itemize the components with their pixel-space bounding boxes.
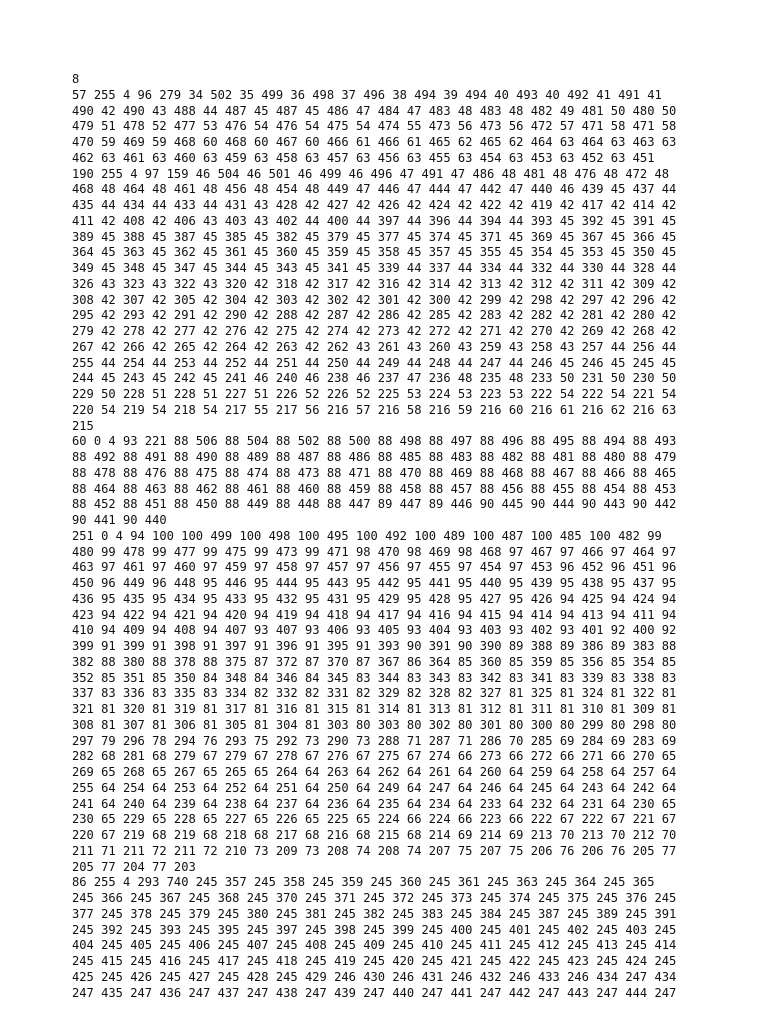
text-line: 244 45 243 45 242 45 241 46 240 46 238 46 237 47 236 48 235 48 233 50 231 50 230 50 bbox=[72, 371, 677, 386]
text-line: 462 63 461 63 460 63 459 63 458 63 457 63 456 63 455 63 454 63 453 63 452 63 451 bbox=[72, 150, 655, 165]
text-line: 308 42 307 42 305 42 304 42 303 42 302 42 301 42 300 42 299 42 298 42 297 42 296 42 bbox=[72, 292, 677, 307]
text-line: 295 42 293 42 291 42 290 42 288 42 287 42 286 42 285 42 283 42 282 42 281 42 280 42 bbox=[72, 308, 677, 323]
text-line: 490 42 490 43 488 44 487 45 487 45 486 47 484 47 483 48 483 48 482 49 481 50 480 50 bbox=[72, 103, 677, 118]
text-line: 267 42 266 42 265 42 264 42 263 42 262 43 261 43 260 43 259 43 258 43 257 44 256 44 bbox=[72, 339, 677, 354]
text-line: 88 492 88 491 88 490 88 489 88 487 88 486 88 485 88 483 88 482 88 481 88 480 88 479 bbox=[72, 450, 677, 464]
text-line: 247 435 247 436 247 437 247 438 247 439 247 440 247 441 247 442 247 443 247 444 247 bbox=[72, 985, 677, 1000]
text-line: 255 64 254 64 253 64 252 64 251 64 250 64 249 64 247 64 246 64 245 64 243 64 242 64 bbox=[72, 780, 677, 795]
text-line: 86 255 4 293 740 245 357 245 358 245 359 245 360 245 361 245 363 245 364 245 365 bbox=[72, 875, 655, 890]
text-line: 399 91 399 91 398 91 397 91 396 91 395 91 393 90 391 90 390 89 388 89 386 89 383 88 bbox=[72, 639, 677, 653]
text-line: 468 48 464 48 461 48 456 48 454 48 449 47 446 47 444 47 442 47 440 46 439 45 437 44 bbox=[72, 182, 677, 197]
text-line: 436 95 435 95 434 95 433 95 432 95 431 95 429 95 428 95 427 95 426 94 425 94 424 94 bbox=[72, 591, 677, 606]
text-line: 389 45 388 45 387 45 385 45 382 45 379 45 377 45 374 45 371 45 369 45 367 45 366 45 bbox=[72, 229, 677, 244]
text-line: 88 478 88 476 88 475 88 474 88 473 88 471 88 470 88 469 88 468 88 467 88 466 88 465 bbox=[72, 465, 677, 480]
text-line: 88 464 88 463 88 462 88 461 88 460 88 459 88 458 88 457 88 456 88 455 88 454 88 453 bbox=[72, 481, 677, 496]
text-line: 230 65 229 65 228 65 227 65 226 65 225 65 224 66 224 66 223 66 222 67 222 67 221 67 bbox=[72, 812, 677, 827]
text-line: 211 71 211 72 211 72 210 73 209 73 208 74 208 74 207 75 207 75 206 76 206 76 205 77 bbox=[72, 843, 677, 858]
text-line: 326 43 323 43 322 43 320 42 318 42 317 42 316 42 314 42 313 42 312 42 311 42 309 42 bbox=[72, 276, 677, 291]
text-line: 241 64 240 64 239 64 238 64 237 64 236 64 235 64 234 64 233 64 232 64 231 64 230 65 bbox=[72, 796, 677, 811]
text-line: 90 441 90 440 bbox=[72, 513, 167, 527]
text-line: 410 94 409 94 408 94 407 93 407 93 406 93 405 93 404 93 403 93 402 93 401 92 400 92 bbox=[72, 623, 677, 638]
text-line: 229 50 228 51 228 51 227 51 226 52 226 52 225 53 224 53 223 53 222 54 222 54 221 54 bbox=[72, 387, 677, 401]
text-line: 364 45 363 45 362 45 361 45 360 45 359 45 358 45 357 45 355 45 354 45 353 45 350 45 bbox=[72, 245, 677, 260]
text-line: 450 96 449 96 448 95 446 95 444 95 443 95 442 95 441 95 440 95 439 95 438 95 437 95 bbox=[72, 576, 677, 590]
text-line: 205 77 204 77 203 bbox=[72, 859, 196, 874]
text-line: 255 44 254 44 253 44 252 44 251 44 250 44 249 44 248 44 247 44 246 45 246 45 245 45 bbox=[72, 355, 677, 370]
text-line: 251 0 4 94 100 100 499 100 498 100 495 100 492 100 489 100 487 100 485 100 482 99 bbox=[72, 528, 662, 543]
text-line: 245 366 245 367 245 368 245 370 245 371 245 372 245 373 245 374 245 375 245 376 245 bbox=[72, 891, 677, 905]
numeric-text-block bbox=[72, 72, 712, 1001]
text-line: 282 68 281 68 279 67 279 67 278 67 276 67 275 67 274 66 273 66 272 66 271 66 270 65 bbox=[72, 749, 677, 764]
text-line: 425 245 426 245 427 245 428 245 429 246 430 246 431 246 432 246 433 246 434 247 434 bbox=[72, 969, 677, 984]
text-line: 297 79 296 78 294 76 293 75 292 73 290 73 288 71 287 71 286 70 285 69 284 69 283 69 bbox=[72, 733, 677, 748]
text-line: 8 bbox=[72, 72, 80, 86]
text-line: 57 255 4 96 279 34 502 35 499 36 498 37 496 38 494 39 494 40 493 40 492 41 491 41 bbox=[72, 87, 662, 102]
text-line: 190 255 4 97 159 46 504 46 501 46 499 46 496 47 491 47 486 48 481 48 476 48 472 48 bbox=[72, 166, 670, 181]
text-line: 463 97 461 97 460 97 459 97 458 97 457 97 456 97 455 97 454 97 453 96 452 96 451 96 bbox=[72, 560, 677, 575]
text-line: 404 245 405 245 406 245 407 245 408 245 409 245 410 245 411 245 412 245 413 245 414 bbox=[72, 938, 677, 953]
text-line: 479 51 478 52 477 53 476 54 476 54 475 54 474 55 473 56 473 56 472 57 471 58 471 58 bbox=[72, 119, 677, 134]
text-line: 215 bbox=[72, 418, 94, 433]
text-line: 269 65 268 65 267 65 265 65 264 64 263 64 262 64 261 64 260 64 259 64 258 64 257 64 bbox=[72, 765, 677, 779]
text-line: 349 45 348 45 347 45 344 45 343 45 341 45 339 44 337 44 334 44 332 44 330 44 328 44 bbox=[72, 261, 677, 275]
text-line: 377 245 378 245 379 245 380 245 381 245 382 245 383 245 384 245 387 245 389 245 391 bbox=[72, 906, 677, 921]
text-line: 352 85 351 85 350 84 348 84 346 84 345 83 344 83 343 83 342 83 341 83 339 83 338 83 bbox=[72, 670, 677, 685]
text-line: 321 81 320 81 319 81 317 81 316 81 315 81 314 81 313 81 312 81 311 81 310 81 309 81 bbox=[72, 702, 677, 716]
text-line: 337 83 336 83 335 83 334 82 332 82 331 82 329 82 328 82 327 81 325 81 324 81 322 81 bbox=[72, 686, 677, 701]
text-line: 220 54 219 54 218 54 217 55 217 56 216 57 216 58 216 59 216 60 216 61 216 62 216 63 bbox=[72, 402, 677, 417]
text-line: 60 0 4 93 221 88 506 88 504 88 502 88 500 88 498 88 497 88 496 88 495 88 494 88 493 bbox=[72, 434, 677, 449]
text-line: 245 415 245 416 245 417 245 418 245 419 245 420 245 421 245 422 245 423 245 424 245 bbox=[72, 954, 677, 968]
text-line: 435 44 434 44 433 44 431 43 428 42 427 42 426 42 424 42 422 42 419 42 417 42 414 42 bbox=[72, 198, 677, 212]
text-line: 411 42 408 42 406 43 403 43 402 44 400 44 397 44 396 44 394 44 393 45 392 45 391 45 bbox=[72, 213, 677, 228]
text-line: 308 81 307 81 306 81 305 81 304 81 303 80 303 80 302 80 301 80 300 80 299 80 298 80 bbox=[72, 717, 677, 732]
text-line: 88 452 88 451 88 450 88 449 88 448 88 447 89 447 89 446 90 445 90 444 90 443 90 442 bbox=[72, 497, 677, 512]
text-line: 245 392 245 393 245 395 245 397 245 398 245 399 245 400 245 401 245 402 245 403 245 bbox=[72, 922, 677, 937]
text-line: 470 59 469 59 468 60 468 60 467 60 466 61 466 61 465 62 465 62 464 63 464 63 463 63 bbox=[72, 135, 677, 149]
text-line: 382 88 380 88 378 88 375 87 372 87 370 87 367 86 364 85 360 85 359 85 356 85 354 85 bbox=[72, 654, 677, 669]
text-line: 480 99 478 99 477 99 475 99 473 99 471 98 470 98 469 98 468 97 467 97 466 97 464 97 bbox=[72, 544, 677, 559]
text-line: 279 42 278 42 277 42 276 42 275 42 274 42 273 42 272 42 271 42 270 42 269 42 268 42 bbox=[72, 324, 677, 338]
text-line: 220 67 219 68 219 68 218 68 217 68 216 68 215 68 214 69 214 69 213 70 213 70 212 70 bbox=[72, 828, 677, 842]
text-line: 423 94 422 94 421 94 420 94 419 94 418 94 417 94 416 94 415 94 414 94 413 94 411 94 bbox=[72, 607, 677, 622]
